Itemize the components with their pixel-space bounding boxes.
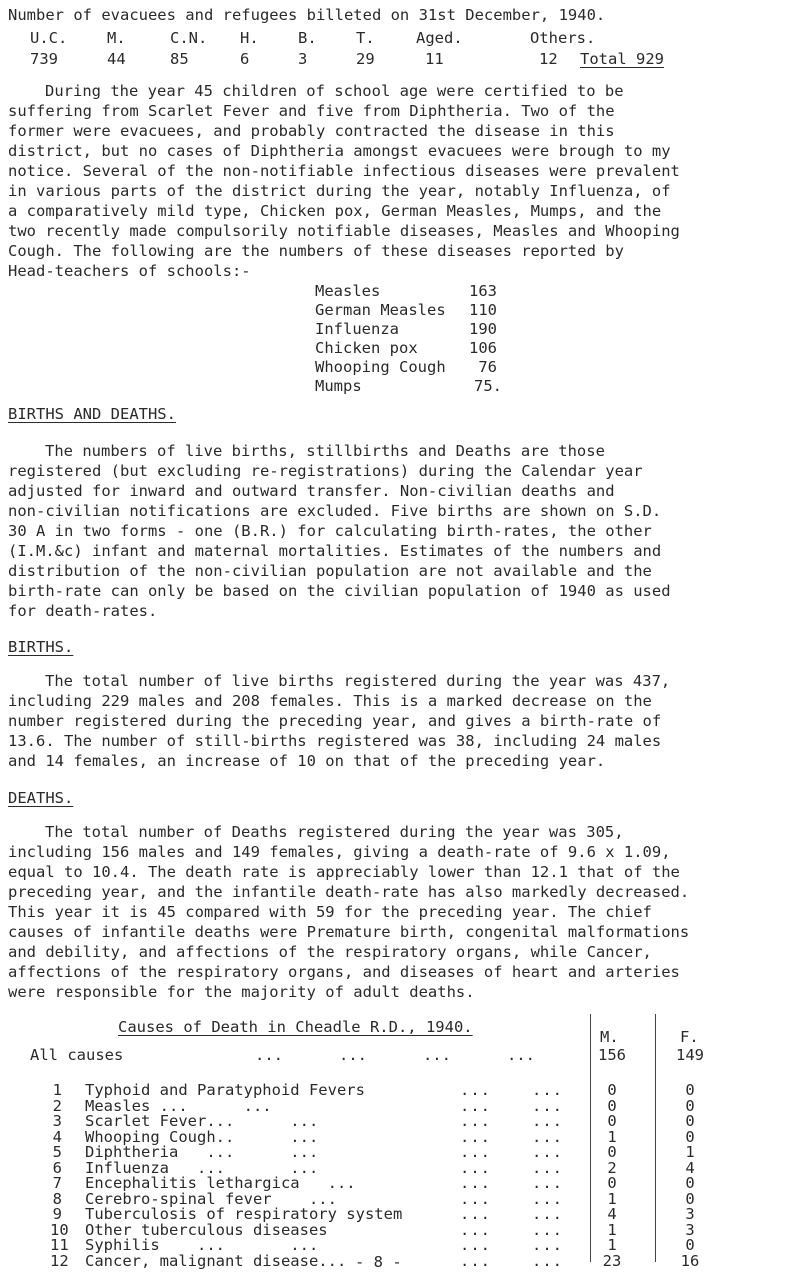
evacuee-col-value: 44 xyxy=(107,50,126,68)
paragraph-line: a comparatively mild type, Chicken pox, German Measles, Mumps, and the xyxy=(8,202,662,220)
evacuee-col-value: 11 xyxy=(425,50,444,68)
cause-row-name: Other tuberculous diseases xyxy=(85,1221,328,1239)
cause-row-m: 4 xyxy=(607,1205,617,1223)
cause-row-name: Diphtheria ... ... xyxy=(85,1143,319,1161)
column-header-m: M. xyxy=(600,1028,619,1046)
cause-row-number: 10 xyxy=(50,1221,69,1239)
cause-row-m: 1 xyxy=(607,1221,617,1239)
paragraph-line: and debility, and affections of the respiratory organs, while Cancer, xyxy=(8,943,652,961)
paragraph-line: The total number of Deaths registered during the year was 305, xyxy=(45,823,624,841)
all-causes-m: 156 xyxy=(598,1046,626,1064)
all-causes-f: 149 xyxy=(676,1046,704,1064)
cause-row-dots: ... xyxy=(532,1190,563,1208)
paragraph-line: non-civilian notifications are excluded. Five births are shown on S.D. xyxy=(8,502,662,520)
paragraph-line: and 14 females, an increase of 10 on that of the preceding year. xyxy=(8,752,606,770)
evacuee-col-label: U.C. xyxy=(30,29,68,47)
paragraph-line: distribution of the non-civilian population are not available and the xyxy=(8,562,652,580)
disease-name: Measles xyxy=(315,282,381,300)
paragraph-line: birth-rate can only be based on the civilian population of 1940 as used xyxy=(8,582,671,600)
evacuee-total: Total 929 xyxy=(580,50,664,68)
cause-row-m: 0 xyxy=(607,1097,617,1115)
cause-row-number: 9 xyxy=(52,1205,62,1223)
evacuee-col-value: 739 xyxy=(30,50,58,68)
cause-row-dots: ... xyxy=(532,1081,563,1099)
cause-row-dots: ... xyxy=(460,1174,491,1192)
paragraph-line: The total number of live births registered during the year was 437, xyxy=(45,672,671,690)
paragraph-line: Head-teachers of schools:- xyxy=(8,262,251,280)
paragraph-line: number registered during the preceding year, and gives a birth-rate of xyxy=(8,712,662,730)
cause-row-number: 7 xyxy=(52,1174,62,1192)
paragraph-line: including 156 males and 149 females, giving a death-rate of 9.6 x 1.09, xyxy=(8,843,671,861)
cause-row-number: 2 xyxy=(52,1097,62,1115)
cause-row-f: 0 xyxy=(685,1112,695,1130)
cause-row-number: 8 xyxy=(52,1190,62,1208)
paragraph-line: The numbers of live births, stillbirths and Deaths are those xyxy=(45,442,605,460)
cause-row-m: 1 xyxy=(607,1190,617,1208)
cause-row-dots: ... xyxy=(460,1190,491,1208)
cause-row-f: 3 xyxy=(685,1205,695,1223)
paragraph-line: (I.M.&c) infant and maternal mortalities. Estimates of the numbers and xyxy=(8,542,662,560)
disease-count: 190 xyxy=(469,320,497,338)
cause-row-number: 4 xyxy=(52,1128,62,1146)
paragraph-line: registered (but excluding re-registrations) during the Calendar year xyxy=(8,462,643,480)
paragraph-line: for death-rates. xyxy=(8,602,158,620)
all-causes-label: All causes xyxy=(30,1046,124,1064)
cause-row-dots: ... xyxy=(460,1112,491,1130)
cause-row-name: Cerebro-spinal fever ... xyxy=(85,1190,337,1208)
disease-name: Whooping Cough xyxy=(315,358,446,376)
cause-row-dots: ... xyxy=(460,1097,491,1115)
paragraph-line: were responsible for the majority of adult deaths. xyxy=(8,983,475,1001)
cause-row-m: 0 xyxy=(607,1112,617,1130)
paragraph-line: including 229 males and 208 females. This is a marked decrease on the xyxy=(8,692,652,710)
evacuee-col-label: B. xyxy=(298,29,317,47)
evacuee-col-label: Others. xyxy=(530,29,596,47)
page-number: - 8 - xyxy=(355,1253,402,1271)
cause-row-number: 5 xyxy=(52,1143,62,1161)
cause-row-f: 1 xyxy=(685,1143,695,1161)
cause-row-f: 0 xyxy=(685,1081,695,1099)
cause-row-f: 0 xyxy=(685,1174,695,1192)
cause-row-number: 12 xyxy=(50,1252,69,1270)
cause-row-dots: ... xyxy=(460,1205,491,1223)
cause-row-m: 23 xyxy=(602,1252,622,1270)
cause-row-dots: ... xyxy=(532,1097,563,1115)
cause-row-f: 0 xyxy=(685,1128,695,1146)
cause-row-dots: ... xyxy=(460,1143,491,1161)
evacuee-col-label: M. xyxy=(107,29,126,47)
paragraph-line: 13.6. The number of still-births registered was 38, including 24 males xyxy=(8,732,662,750)
paragraph-line: affections of the respiratory organs, and diseases of heart and arteries xyxy=(8,963,680,981)
cause-row-dots: ... xyxy=(460,1159,491,1177)
disease-name: Mumps xyxy=(315,377,362,395)
births-and-deaths-heading: BIRTHS AND DEATHS. xyxy=(8,405,176,423)
cause-row-name: Influenza ... ... xyxy=(85,1159,319,1177)
cause-row-m: 0 xyxy=(607,1143,617,1161)
evacuee-col-value: 12 xyxy=(539,50,558,68)
cause-row-dots: ... xyxy=(532,1143,563,1161)
cause-row-name: Measles ... ... xyxy=(85,1097,272,1115)
cause-row-dots: ... xyxy=(532,1236,563,1254)
cause-row-dots: ... xyxy=(532,1112,563,1130)
evacuee-col-label: Aged. xyxy=(416,29,463,47)
disease-count: 110 xyxy=(469,301,497,319)
paragraph-line: two recently made compulsorily notifiable diseases, Measles and Whooping xyxy=(8,222,680,240)
paragraph-line: adjusted for inward and outward transfer. Non-civilian deaths and xyxy=(8,482,615,500)
paragraph-line: Cough. The following are the numbers of these diseases reported by xyxy=(8,242,624,260)
paragraph-line: suffering from Scarlet Fever and five from Diphtheria. Two of the xyxy=(8,102,615,120)
evacuee-col-value: 29 xyxy=(356,50,375,68)
cause-row-dots: ... xyxy=(460,1221,491,1239)
disease-count: 163 xyxy=(469,282,497,300)
evacuee-col-label: C.N. xyxy=(170,29,208,47)
causes-table-title: Causes of Death in Cheadle R.D., 1940. xyxy=(118,1018,473,1036)
paragraph-line: 30 A in two forms - one (B.R.) for calculating birth-rates, the other xyxy=(8,522,652,540)
cause-row-dots: ... xyxy=(460,1081,491,1099)
cause-row-dots: ... xyxy=(460,1128,491,1146)
cause-row-f: 16 xyxy=(680,1252,700,1270)
evacuee-col-label: H. xyxy=(240,29,259,47)
evacuee-col-value: 85 xyxy=(170,50,189,68)
paragraph-line: district, but no cases of Diphtheria amongst evacuees were brough to my xyxy=(8,142,671,160)
cause-row-dots: ... xyxy=(532,1128,563,1146)
cause-row-dots: ... xyxy=(460,1236,491,1254)
disease-name: Influenza xyxy=(315,320,399,338)
cause-row-name: Tuberculosis of respiratory system xyxy=(85,1205,403,1223)
cause-row-f: 0 xyxy=(685,1190,695,1208)
paragraph-line: equal to 10.4. The death rate is appreciably lower than 12.1 that of the xyxy=(8,863,680,881)
cause-row-m: 0 xyxy=(607,1081,617,1099)
cause-row-m: 1 xyxy=(607,1236,617,1254)
cause-row-dots: ... xyxy=(532,1174,563,1192)
all-causes-dots: ... ... ... ... xyxy=(255,1046,535,1064)
cause-row-f: 4 xyxy=(685,1159,695,1177)
births-heading: BIRTHS. xyxy=(8,638,74,656)
cause-row-number: 3 xyxy=(52,1112,62,1130)
cause-row-dots: ... xyxy=(532,1252,563,1270)
cause-row-dots: ... xyxy=(532,1205,563,1223)
paragraph-line: causes of infantile deaths were Premature birth, congenital malformations xyxy=(8,923,690,941)
cause-row-number: 1 xyxy=(52,1081,62,1099)
cause-row-m: 2 xyxy=(607,1159,617,1177)
disease-name: Chicken pox xyxy=(315,339,418,357)
evacuee-col-value: 6 xyxy=(240,50,250,68)
evacuee-col-value: 3 xyxy=(298,50,308,68)
cause-row-number: 6 xyxy=(52,1159,62,1177)
cause-row-dots: ... xyxy=(460,1252,491,1270)
paragraph-line: This year it is 45 compared with 59 for the preceding year. The chief xyxy=(8,903,652,921)
cause-row-f: 0 xyxy=(685,1236,695,1254)
evacuee-heading: Number of evacuees and refugees billeted on 31st December, 1940. xyxy=(8,6,606,24)
deaths-heading: DEATHS. xyxy=(8,789,74,807)
paragraph-line: former were evacuees, and probably contracted the disease in this xyxy=(8,122,615,140)
disease-name: German Measles xyxy=(315,301,446,319)
column-header-f: F. xyxy=(680,1028,699,1046)
cause-row-number: 11 xyxy=(50,1236,69,1254)
cause-row-name: Scarlet Fever... ... xyxy=(85,1112,319,1130)
disease-count: 75. xyxy=(474,377,502,395)
cause-row-name: Encephalitis lethargica ... xyxy=(85,1174,356,1192)
cause-row-dots: ... xyxy=(532,1159,563,1177)
column-divider xyxy=(655,1014,656,1262)
paragraph-line: in various parts of the district during the year, notably Influenza, of xyxy=(8,182,671,200)
cause-row-f: 0 xyxy=(685,1097,695,1115)
cause-row-dots: ... xyxy=(532,1221,563,1239)
disease-count: 76 xyxy=(478,358,497,376)
evacuee-col-label: T. xyxy=(356,29,375,47)
cause-row-f: 3 xyxy=(685,1221,695,1239)
paragraph-line: preceding year, and the infantile death-rate has also markedly decreased. xyxy=(8,883,690,901)
paragraph-line: notice. Several of the non-notifiable infectious diseases were prevalent xyxy=(8,162,680,180)
cause-row-m: 1 xyxy=(607,1128,617,1146)
paragraph-line: During the year 45 children of school age were certified to be xyxy=(45,82,624,100)
cause-row-name: Whooping Cough.. ... xyxy=(85,1128,319,1146)
disease-count: 106 xyxy=(469,339,497,357)
cause-row-m: 0 xyxy=(607,1174,617,1192)
cause-row-name: Cancer, malignant disease... xyxy=(85,1252,347,1270)
cause-row-name: Typhoid and Paratyphoid Fevers xyxy=(85,1081,365,1099)
cause-row-name: Syphilis ... ... xyxy=(85,1236,319,1254)
